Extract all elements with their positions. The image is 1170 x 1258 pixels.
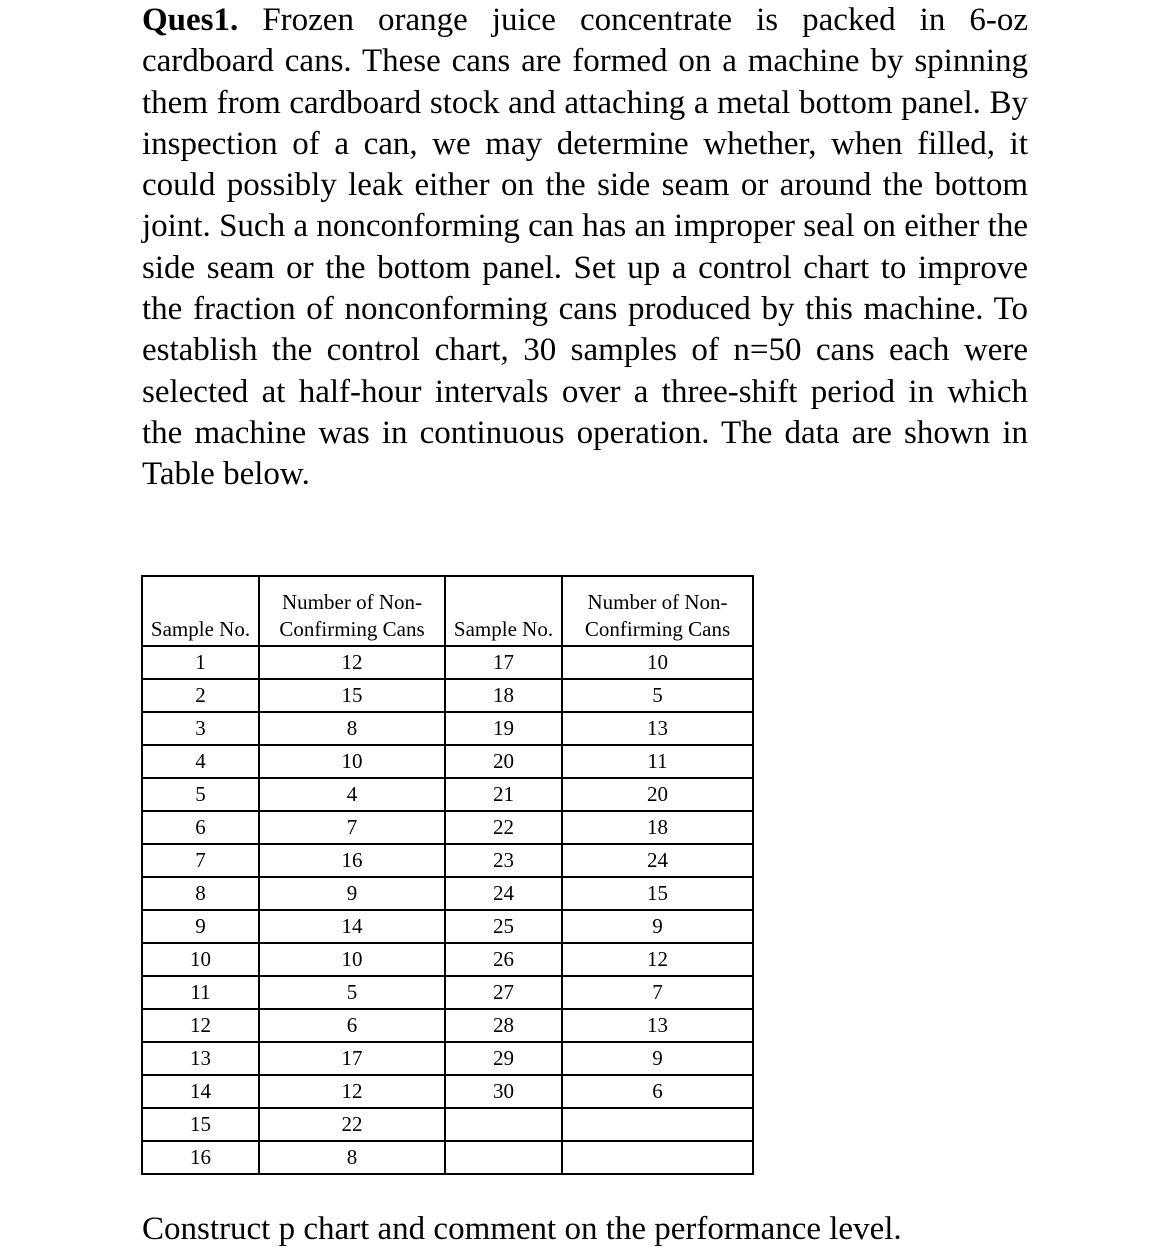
cell-sample-no-left: 14 (142, 1075, 259, 1108)
table-row (142, 646, 753, 679)
cell-sample-no-right: 25 (445, 910, 562, 943)
table-row (142, 679, 753, 712)
header-sample-no-left: Sample No. (142, 576, 259, 646)
table-row (142, 1141, 753, 1174)
cell-sample-no-right: 19 (445, 712, 562, 745)
cell-sample-no-left: 2 (142, 679, 259, 712)
cell-count-left: 15 (259, 679, 445, 712)
cell-sample-no-left: 9 (142, 910, 259, 943)
cell-sample-no-right (445, 1141, 562, 1174)
cell-sample-no-right: 17 (445, 646, 562, 679)
table-header-row (142, 576, 753, 646)
cell-count-left: 12 (259, 646, 445, 679)
cell-count-right (562, 1141, 753, 1174)
table-row (142, 778, 753, 811)
cell-count-right: 9 (562, 910, 753, 943)
cell-sample-no-right: 28 (445, 1009, 562, 1042)
cell-sample-no-left: 13 (142, 1042, 259, 1075)
data-table (141, 575, 754, 1175)
cell-count-right: 13 (562, 712, 753, 745)
cell-count-left: 5 (259, 976, 445, 1009)
cell-count-left: 16 (259, 844, 445, 877)
table-row (142, 943, 753, 976)
cell-count-left: 10 (259, 943, 445, 976)
cell-count-left: 17 (259, 1042, 445, 1075)
table-row (142, 976, 753, 1009)
cell-sample-no-left: 4 (142, 745, 259, 778)
header-sample-no-right: Sample No. (445, 576, 562, 646)
cell-count-left: 8 (259, 712, 445, 745)
cell-sample-no-right: 29 (445, 1042, 562, 1075)
cell-count-right: 15 (562, 877, 753, 910)
cell-count-right: 13 (562, 1009, 753, 1042)
cell-sample-no-left: 12 (142, 1009, 259, 1042)
table-row (142, 844, 753, 877)
cell-count-left: 22 (259, 1108, 445, 1141)
cell-count-right: 9 (562, 1042, 753, 1075)
cell-count-left: 12 (259, 1075, 445, 1108)
question-paragraph (142, 0, 1028, 496)
cell-sample-no-right: 20 (445, 745, 562, 778)
table-row (142, 1009, 753, 1042)
cell-count-right (562, 1108, 753, 1141)
cell-sample-no-left: 15 (142, 1108, 259, 1141)
cell-count-right: 10 (562, 646, 753, 679)
cell-sample-no-right: 21 (445, 778, 562, 811)
cell-sample-no-right: 18 (445, 679, 562, 712)
cell-sample-no-left: 1 (142, 646, 259, 679)
table-row (142, 745, 753, 778)
cell-count-left: 6 (259, 1009, 445, 1042)
cell-sample-no-left: 6 (142, 811, 259, 844)
cell-sample-no-right: 26 (445, 943, 562, 976)
cell-count-right: 11 (562, 745, 753, 778)
cell-count-left: 10 (259, 745, 445, 778)
cell-count-right: 7 (562, 976, 753, 1009)
cell-count-left: 8 (259, 1141, 445, 1174)
cell-sample-no-right: 24 (445, 877, 562, 910)
cell-sample-no-left: 5 (142, 778, 259, 811)
instruction-text: Construct p chart and comment on the performance level. (142, 1211, 902, 1247)
cell-sample-no-right: 22 (445, 811, 562, 844)
table-row (142, 1075, 753, 1108)
question-text: Frozen orange juice concentrate is packed in 6-oz cardboard cans. These cans are formed on a machine by spinning them from cardboard stock and attaching a metal bottom panel. By inspection of a can, we may determine whether, when filled, it could possibly leak either on the side seam or around the bottom joint. Such a nonconforming can has an improper seal on either the side seam or the bottom panel. Set up a control chart to improve the fraction of nonconforming cans produced by this machine. To establish the control chart, 30 samples of n=50 cans each were selected at half-hour intervals over a three-shift period in which the machine was in continuous operation. The data are shown in Table below. (142, 2, 1028, 493)
cell-count-left: 4 (259, 778, 445, 811)
cell-sample-no-right: 27 (445, 976, 562, 1009)
cell-sample-no-left: 10 (142, 943, 259, 976)
table-body (142, 646, 753, 1174)
cell-count-right: 18 (562, 811, 753, 844)
cell-count-right: 6 (562, 1075, 753, 1108)
cell-count-left: 7 (259, 811, 445, 844)
cell-count-left: 9 (259, 877, 445, 910)
cell-sample-no-right (445, 1108, 562, 1141)
cell-sample-no-left: 11 (142, 976, 259, 1009)
header-nonconforming-right: Number of Non- Confirming Cans (562, 576, 753, 646)
cell-sample-no-right: 30 (445, 1075, 562, 1108)
cell-sample-no-right: 23 (445, 844, 562, 877)
header-nonconforming-left: Number of Non- Confirming Cans (259, 576, 445, 646)
cell-count-right: 20 (562, 778, 753, 811)
question-label: Ques1. (142, 2, 239, 38)
cell-count-left: 14 (259, 910, 445, 943)
cell-count-right: 5 (562, 679, 753, 712)
table-row (142, 811, 753, 844)
table-row (142, 1108, 753, 1141)
cell-sample-no-left: 3 (142, 712, 259, 745)
cell-count-right: 24 (562, 844, 753, 877)
cell-sample-no-left: 7 (142, 844, 259, 877)
cell-sample-no-left: 16 (142, 1141, 259, 1174)
table-row (142, 910, 753, 943)
cell-count-right: 12 (562, 943, 753, 976)
cell-sample-no-left: 8 (142, 877, 259, 910)
table-row (142, 1042, 753, 1075)
table-row (142, 877, 753, 910)
table-row (142, 712, 753, 745)
